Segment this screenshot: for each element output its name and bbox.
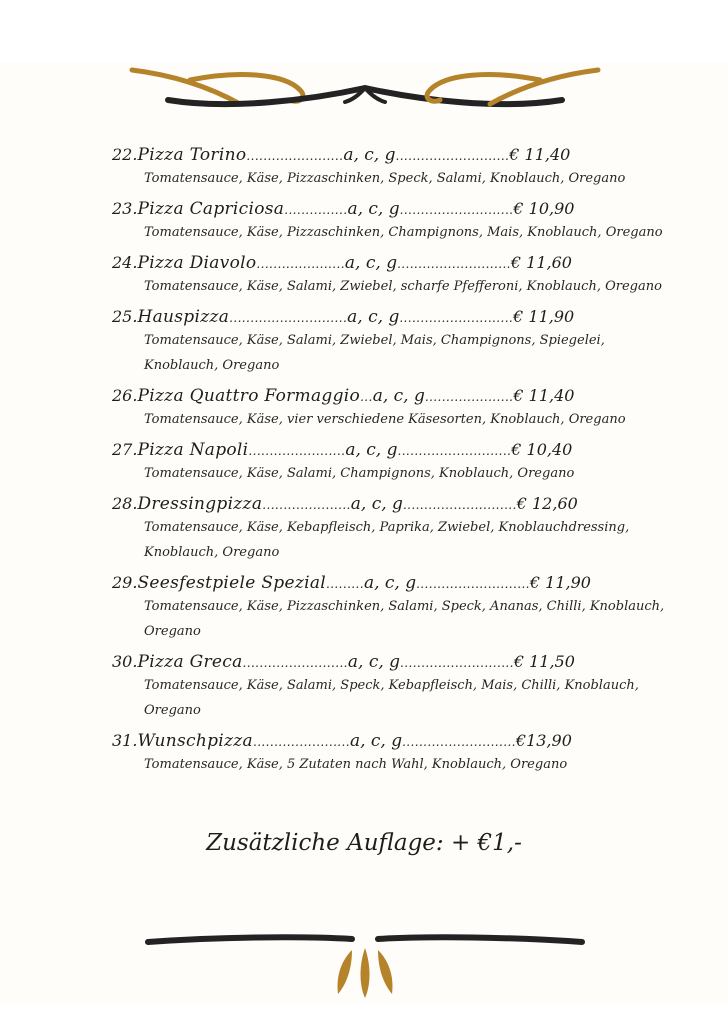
item-price: € 11,60 <box>510 253 572 272</box>
item-price: € 11,40 <box>509 145 571 164</box>
item-allergens: a, c, g <box>363 573 417 593</box>
item-number: 30. <box>112 652 138 671</box>
dot-leader: ........................... <box>402 735 516 749</box>
item-name: Wunschpizza <box>137 731 253 751</box>
dot-leader: ............................ <box>229 311 348 325</box>
menu-item-heading <box>112 144 692 166</box>
pizza-menu-list <box>112 144 692 777</box>
item-allergens: a, c, g <box>344 253 398 273</box>
item-allergens: a, c, g <box>350 494 403 514</box>
dot-leader: ............... <box>284 203 348 217</box>
item-description: Tomatensauce, Käse, Pizzaschinken, Salami, Speck, Ananas, Chilli, Knoblauch, Oregano <box>144 599 665 639</box>
item-description: Tomatensauce, Käse, vier verschiedene Käsesorten, Knoblauch, Oregano <box>144 412 626 427</box>
top-ornament-icon <box>120 60 610 120</box>
dot-leader: ........................... <box>397 257 511 271</box>
item-allergens: a, c, g <box>345 440 398 460</box>
dot-leader: ..................... <box>256 257 345 271</box>
item-price: € 10,40 <box>511 440 573 459</box>
item-description: Tomatensauce, Käse, Salami, Speck, Kebapfleisch, Mais, Chilli, Knoblauch, Oregano <box>144 678 639 718</box>
item-description: Tomatensauce, Käse, Salami, Zwiebel, scharfe Pfefferoni, Knoblauch, Oregano <box>144 279 662 294</box>
item-name: Hauspizza <box>137 307 230 327</box>
item-description: Tomatensauce, Käse, Pizzaschinken, Champignons, Mais, Knoblauch, Oregano <box>144 225 663 240</box>
menu-item <box>112 572 692 644</box>
item-price: € 10,90 <box>513 199 575 218</box>
item-number: 28. <box>112 494 138 513</box>
menu-item <box>112 252 692 299</box>
dot-leader: ..................... <box>262 498 351 512</box>
item-allergens: a, c, g <box>347 199 400 219</box>
extra-topping-note: Zusätzliche Auflage: + €1,- <box>206 830 522 856</box>
menu-item-heading <box>112 252 692 274</box>
menu-item <box>112 493 692 565</box>
dot-leader: ....................... <box>248 444 346 458</box>
item-price: € 11,50 <box>513 652 575 671</box>
item-number: 24. <box>112 253 138 272</box>
item-price: €13,90 <box>515 731 572 750</box>
menu-item-heading <box>112 651 692 673</box>
menu-item <box>112 651 692 723</box>
dot-leader: ......................... <box>242 656 348 670</box>
item-number: 22. <box>112 145 138 164</box>
dot-leader: ..................... <box>424 390 514 404</box>
item-description: Tomatensauce, Käse, Salami, Champignons, Knoblauch, Oregano <box>144 466 575 481</box>
menu-item <box>112 730 692 777</box>
item-name: Dressingpizza <box>137 494 263 514</box>
dot-leader: ........................... <box>399 203 514 217</box>
menu-item-heading <box>112 572 692 594</box>
item-name: Pizza Greca <box>137 652 243 672</box>
item-name: Seesfestpiele Spezial <box>137 573 326 593</box>
item-allergens: a, c, g <box>343 145 396 165</box>
item-allergens: a, c, g <box>349 731 403 751</box>
item-number: 25. <box>112 307 138 326</box>
item-number: 26. <box>112 386 138 405</box>
item-name: Pizza Quattro Formaggio <box>137 386 361 406</box>
dot-leader: ........................... <box>402 498 517 512</box>
item-number: 27. <box>112 440 138 459</box>
item-number: 31. <box>112 731 138 750</box>
item-description: Tomatensauce, Käse, Salami, Zwiebel, Mais, Champignons, Spiegelei, Knoblauch, Oregano <box>144 333 605 373</box>
item-name: Pizza Napoli <box>137 440 249 460</box>
menu-item <box>112 144 692 191</box>
item-name: Pizza Torino <box>137 145 247 165</box>
menu-item <box>112 306 692 378</box>
item-price: € 11,40 <box>513 386 575 405</box>
dot-leader: ........................... <box>397 444 512 458</box>
menu-item-heading <box>112 306 692 328</box>
menu-item <box>112 385 692 432</box>
dot-leader: ....................... <box>246 149 344 163</box>
item-description: Tomatensauce, Käse, Kebapfleisch, Paprika, Zwiebel, Knoblauchdressing, Knoblauch, Oregano <box>144 520 630 560</box>
dot-leader: ... <box>360 390 373 404</box>
item-name: Pizza Diavolo <box>137 253 257 273</box>
dot-leader: ....................... <box>253 735 350 749</box>
menu-item-heading <box>112 493 692 515</box>
menu-item <box>112 439 692 486</box>
menu-item-heading <box>112 385 692 407</box>
item-allergens: a, c, g <box>347 652 401 672</box>
item-price: € 11,90 <box>529 573 591 592</box>
dot-leader: ......... <box>326 577 364 591</box>
item-price: € 12,60 <box>516 494 578 513</box>
item-allergens: a, c, g <box>347 307 400 327</box>
dot-leader: ........................... <box>416 577 530 591</box>
item-price: € 11,90 <box>513 307 575 326</box>
item-description: Tomatensauce, Käse, 5 Zutaten nach Wahl, Knoblauch, Oregano <box>144 757 568 772</box>
dot-leader: ........................... <box>400 656 514 670</box>
menu-item-heading <box>112 198 692 220</box>
item-name: Pizza Capriciosa <box>137 199 285 219</box>
menu-item-heading <box>112 439 692 461</box>
menu-item-heading <box>112 730 692 752</box>
dot-leader: ........................... <box>399 311 514 325</box>
menu-item <box>112 198 692 245</box>
dot-leader: ........................... <box>395 149 510 163</box>
item-number: 29. <box>112 573 138 592</box>
item-number: 23. <box>112 199 138 218</box>
bottom-ornament-icon <box>140 930 590 1002</box>
item-description: Tomatensauce, Käse, Pizzaschinken, Speck, Salami, Knoblauch, Oregano <box>144 171 626 186</box>
item-allergens: a, c, g <box>372 386 425 406</box>
